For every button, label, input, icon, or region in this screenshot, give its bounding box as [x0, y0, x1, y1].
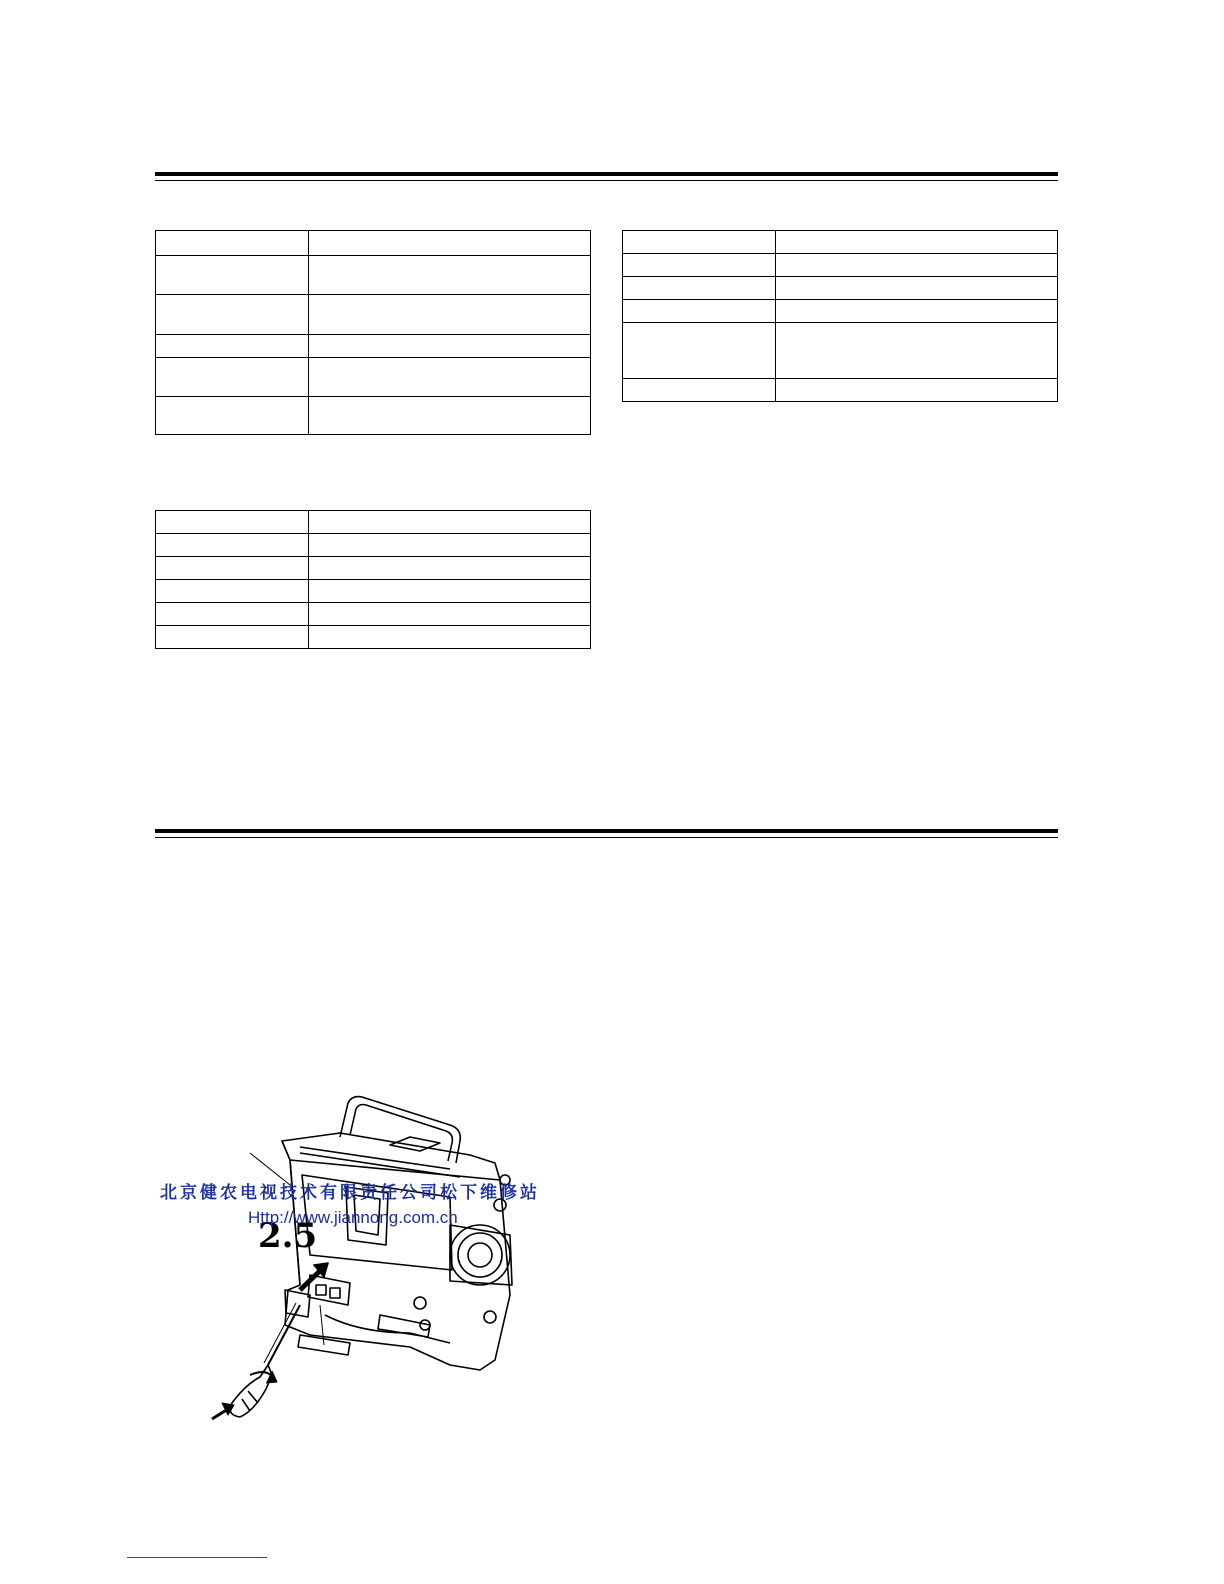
table-row [156, 603, 591, 626]
table-row [156, 511, 591, 534]
table-row [156, 557, 591, 580]
top-section-rule-thin [155, 180, 1058, 181]
table-row [156, 580, 591, 603]
table-row [156, 335, 591, 358]
top-right-table [622, 230, 1058, 402]
table-row [623, 323, 1058, 379]
second-section-rule-thin [155, 837, 1058, 838]
table-row [623, 254, 1058, 277]
table-row [156, 534, 591, 557]
table-row [156, 626, 591, 649]
watermark-url: Http://www.jiannong.com.cn [248, 1208, 458, 1227]
table-row [623, 379, 1058, 402]
watermark-chinese: 北京健农电视技术有限责任公司松下维修站 [160, 1183, 540, 1203]
table-row [156, 397, 591, 435]
top-section-rule [155, 172, 1058, 176]
table-row [156, 256, 591, 295]
top-left-table [155, 230, 591, 435]
camera-illustration [150, 1085, 620, 1445]
middle-left-table [155, 510, 591, 649]
table-row [623, 277, 1058, 300]
table-row [156, 295, 591, 335]
figure-overlay-label: 2.5 [258, 1216, 318, 1256]
table-row [623, 300, 1058, 323]
table-row [623, 231, 1058, 254]
footer-link-underline [127, 1557, 267, 1558]
second-section-rule [155, 829, 1058, 833]
table-row [156, 231, 591, 256]
table-row [156, 358, 591, 397]
